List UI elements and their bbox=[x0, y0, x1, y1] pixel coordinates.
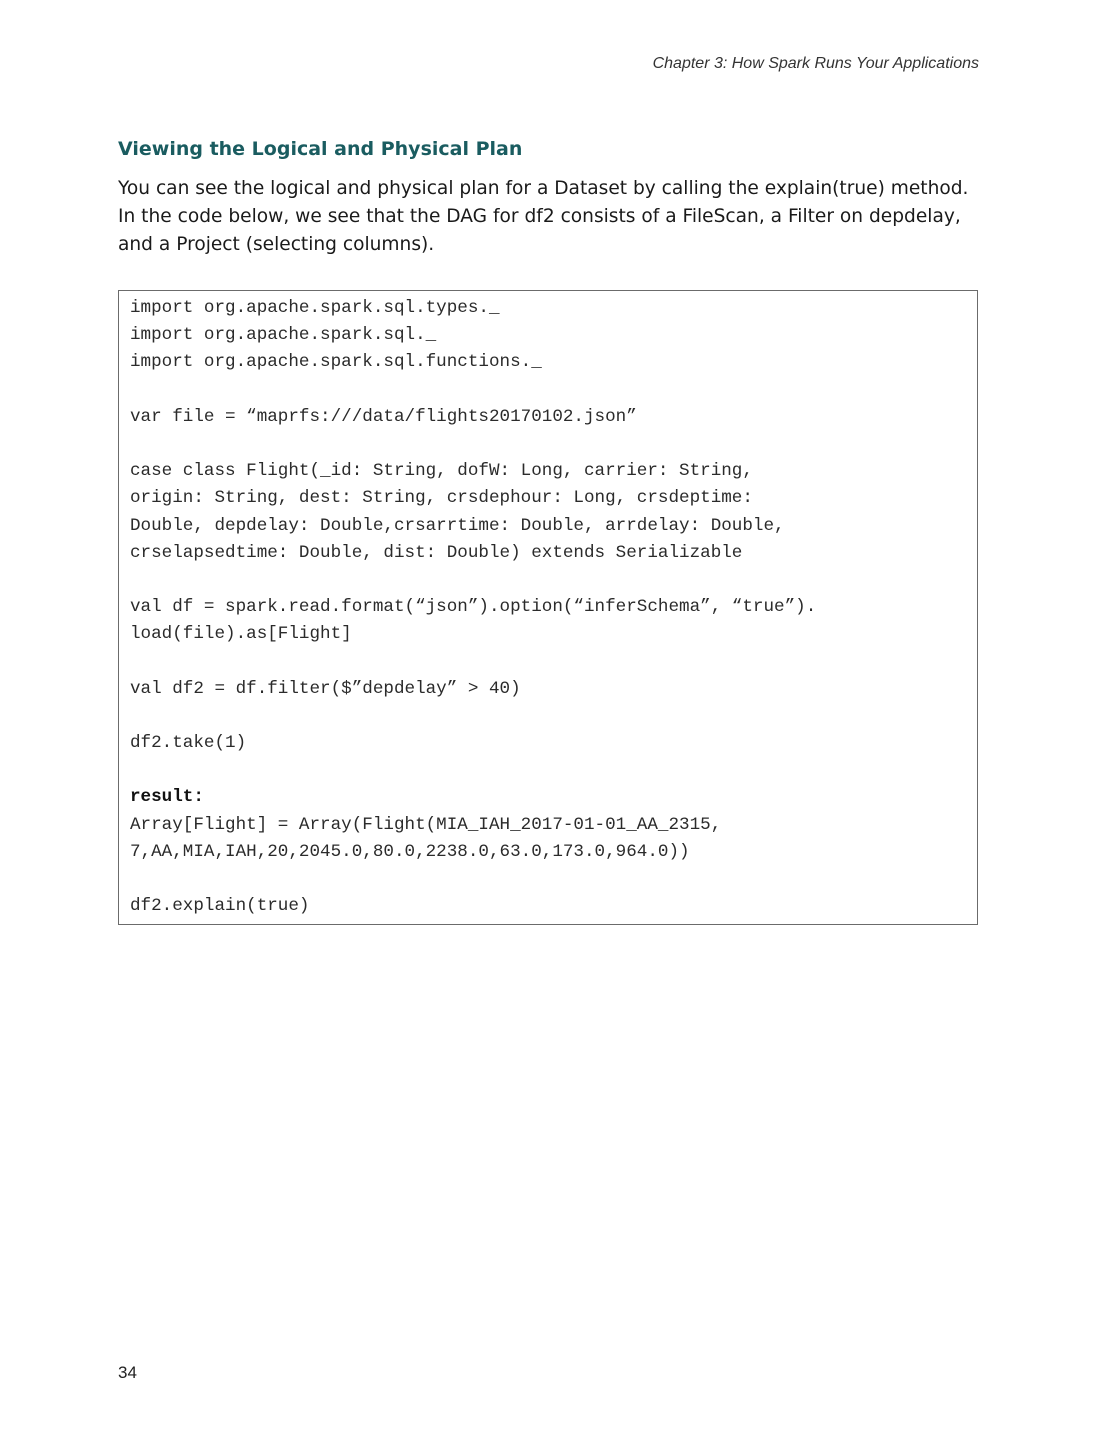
code-line: var file = “maprfs:///data/flights20170102.json” bbox=[130, 406, 637, 427]
code-line: val df2 = df.filter($”depdelay” > 40) bbox=[130, 678, 521, 699]
code-line: Array[Flight] = Array(Flight(MIA_IAH_2017-01-01_AA_2315, bbox=[130, 814, 722, 835]
code-block bbox=[118, 290, 978, 925]
code-line: df2.explain(true) bbox=[130, 896, 310, 917]
code-line: import org.apache.spark.sql._ bbox=[130, 325, 437, 346]
running-header: Chapter 3: How Spark Runs Your Applications bbox=[652, 55, 979, 72]
section-title: Viewing the Logical and Physical Plan bbox=[118, 138, 523, 160]
page-number: 34 bbox=[118, 1363, 137, 1382]
code-line: import org.apache.spark.sql.functions._ bbox=[130, 352, 542, 373]
code-line: df2.take(1) bbox=[130, 733, 247, 753]
code-line bbox=[130, 377, 977, 404]
code-line: case class Flight(_id: String, dofW: Long, carrier: String, bbox=[130, 461, 753, 482]
code-line bbox=[130, 866, 977, 893]
code-line bbox=[130, 567, 977, 594]
code-line bbox=[130, 431, 977, 458]
code-line: crselapsedtime: Double, dist: Double) extends Serializable bbox=[130, 542, 743, 563]
code-line: load(file).as[Flight] bbox=[130, 624, 352, 645]
code-line bbox=[130, 648, 977, 675]
intro-paragraph: You can see the logical and physical plan for a Dataset by calling the explain(true) method. In the code below, we see that the DAG for df2 consists of a FileScan, a Filter on depdelay, and a Project (selecting columns). bbox=[118, 178, 969, 255]
code-line: import org.apache.spark.sql.types._ bbox=[130, 298, 500, 318]
code-line: Double, depdelay: Double,crsarrtime: Double, arrdelay: Double, bbox=[130, 515, 785, 536]
code-result-label: result: bbox=[130, 787, 204, 808]
code-line: 7,AA,MIA,IAH,20,2045.0,80.0,2238.0,63.0,173.0,964.0)) bbox=[130, 841, 690, 862]
code-line bbox=[130, 703, 977, 730]
code-line: origin: String, dest: String, crsdephour: Long, crsdeptime: bbox=[130, 488, 753, 509]
code-line bbox=[130, 757, 977, 784]
code-line: val df = spark.read.format(“json”).option(“inferSchema”, “true”). bbox=[130, 597, 817, 618]
